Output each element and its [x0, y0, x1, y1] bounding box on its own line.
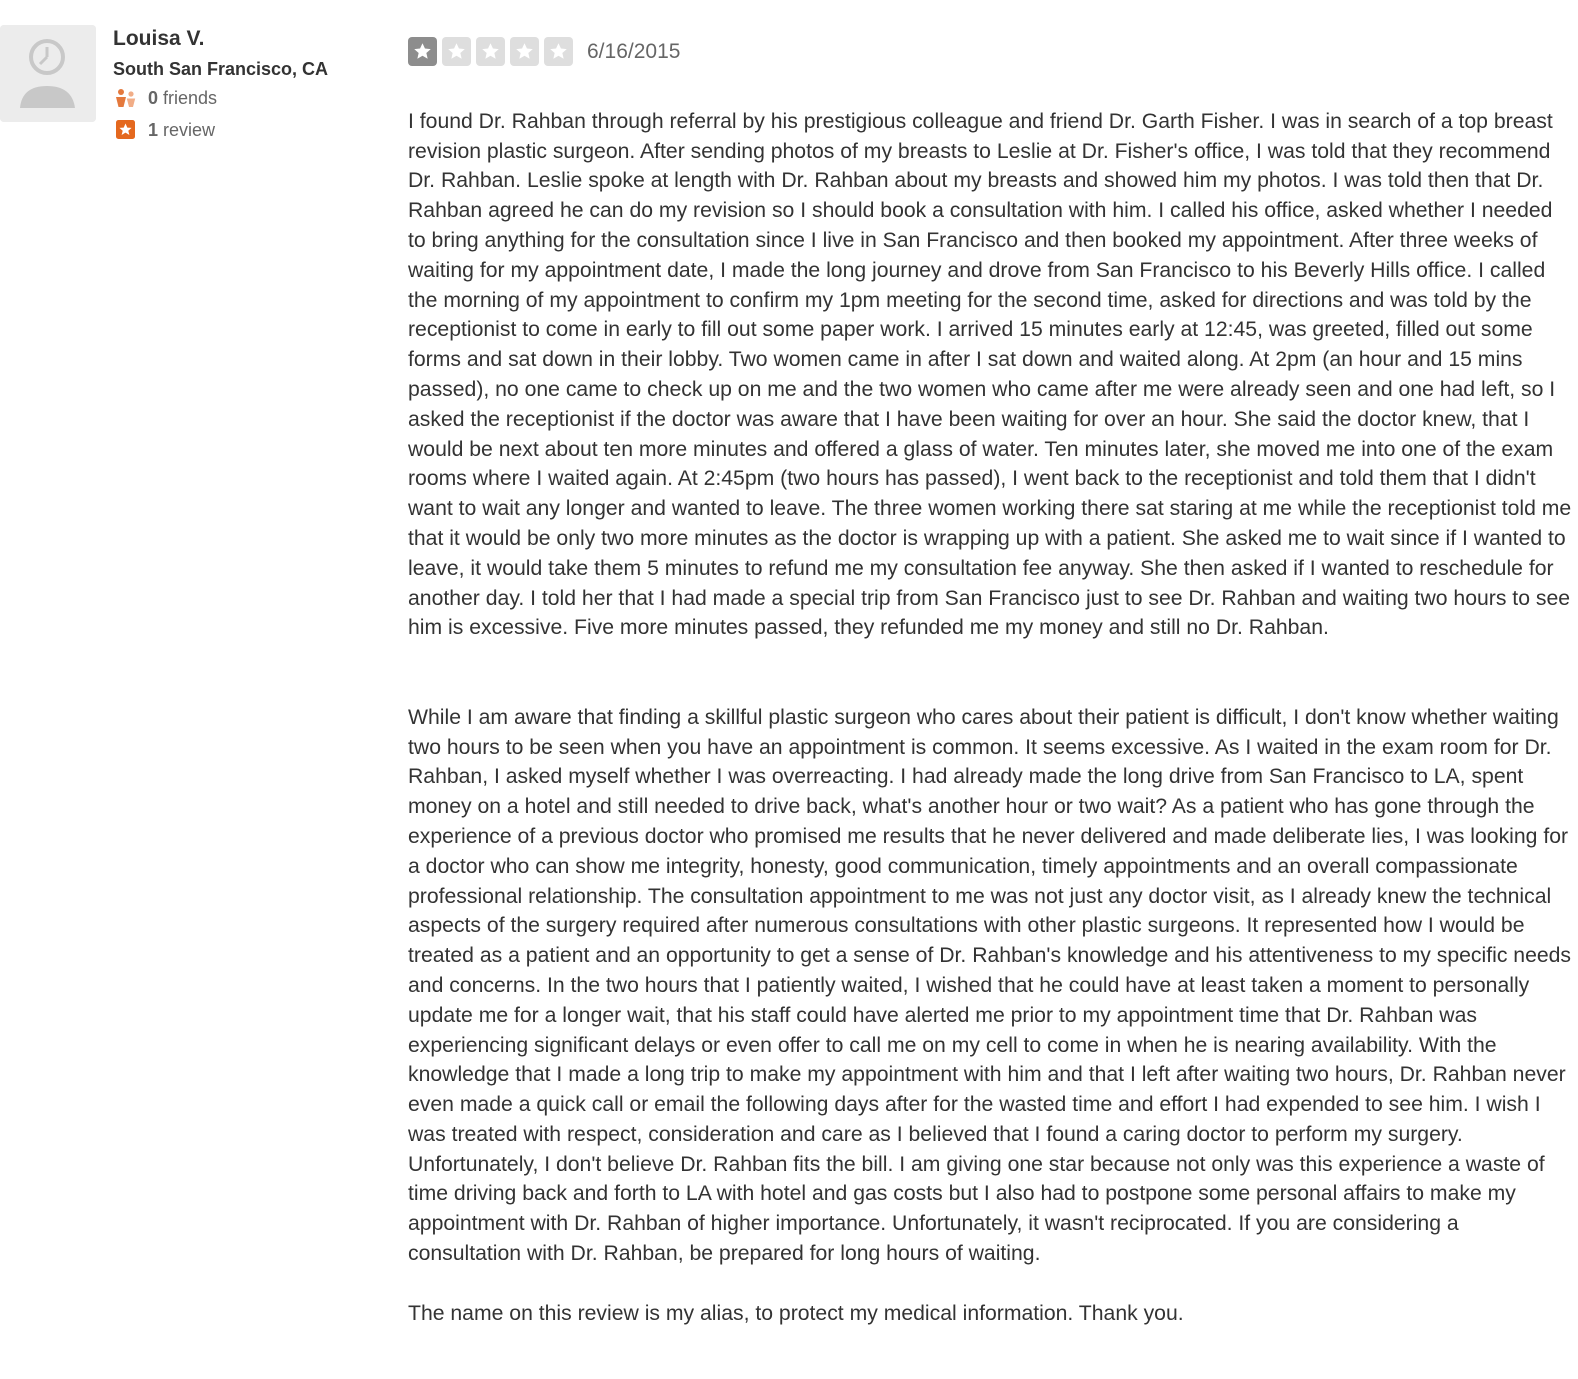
review-date: 6/16/2015 — [587, 40, 681, 63]
star-icon — [510, 37, 539, 66]
star-rating — [408, 37, 573, 66]
star-icon — [442, 37, 471, 66]
review-paragraph: The name on this review is my alias, to protect my medical information. Thank you. — [408, 1301, 1184, 1325]
default-avatar-icon — [0, 25, 96, 122]
review-star-icon — [114, 120, 139, 140]
friends-number: 0 — [148, 88, 159, 108]
review-paragraph: I found Dr. Rahban through referral by his prestigious colleague and friend Dr. Garth Fisher. I was in search of a top breast revision plastic surgeon. After sending photos of my breasts to Leslie at Dr. Fisher's office, I was told that they recommend Dr. Rahban. Leslie spoke at length with Dr. Rahban about my breasts and showed him my photos. I was told then that Dr. Rahban agreed he can do my revision so I should book a consultation with him. I called his office, asked whether I needed to bring anything for the consultation since I live in San Francisco and then booked my appointment. After three weeks of waiting for my appointment date, I made the long journey and drove from San Francisco to his Beverly Hills office. I called the morning of my appointment to confirm my 1pm meeting for the second time, asked for directions and was told by the receptionist to come in early to fill out some paper work. I arrived 15 minutes early at 12:45, was greeted, filled out some forms and sat down in their lobby. Two women came in after I sat down and waited along. At 2pm (an hour and 15 mins passed), no one came to check up on me and the two women who came after me were already seen and one had left, so I asked the receptionist if the doctor was aware that I have been waiting for over an hour. She said the doctor knew, that I would be next about ten more minutes and offered a glass of water. Ten minutes later, she moved me into one of the exam rooms where I waited again. At 2:45pm (two hours has passed), I went back to the receptionist and told them that I didn't want to wait any longer and wanted to leave. The three women working there sat staring at me while the receptionist told me that it would be only two more minutes as the doctor is wrapping up with a patient. She asked me to wait since if I wanted to leave, it would take them 5 minutes to refund me my consultation fee anyway. She then asked if I wanted to reschedule for another day. I told her that I had made a special trip from San Francisco just to see Dr. Rahban and waiting two hours to see him is excessive. Five more minutes passed, they refunded me my money and still no Dr. Rahban. — [408, 109, 1572, 640]
review-body — [408, 77, 1572, 1358]
review-paragraph: While I am aware that finding a skillful plastic surgeon who cares about their patient is difficult, I don't know whether waiting two hours to be seen when you have an appointment is common. It seems excessive. As I waited in the exam room for Dr. Rahban, I asked myself whether I was overreacting. I had already made the long drive from San Francisco to LA, spent money on a hotel and still needed to drive back, what's another hour or two wait? As a patient who has gone through the experience of a previous doctor who promised me results that he never delivered and made deliberate lies, I was looking for a doctor who can show me integrity, honesty, good communication, timely appointments and an overall compassionate professional relationship. The consultation appointment to me was not just any doctor visit, as I already knew the technical aspects of the surgery required after numerous consultations with other plastic surgeons. It represented how I would be treated as a patient and an opportunity to get a sense of Dr. Rahban's knowledge and his attentiveness to my specific needs and concerns. In the two hours that I patiently waited, I wished that he could have at least taken a moment to personally update me for a longer wait, that his staff could have alerted me prior to my appointment time that Dr. Rahban was experiencing significant delays or even offer to call me on my cell to come in when he is nearing availability. With the knowledge that I made a long trip to make my appointment with him and that I left after waiting two hours, Dr. Rahban never even made a quick call or email the following days after for the wasted time and effort I had expended to see him. I wish I was treated with respect, consideration and care as I believed that I found a caring doctor to perform my surgery. Unfortunately, I don't believe Dr. Rahban fits the bill. I am giving one star because not only was this experience a waste of time driving back and forth to LA with hotel and gas costs but I also had to postpone some personal affairs to make my appointment with Dr. Rahban of higher importance. Unfortunately, it wasn't reciprocated. If you are considering a consultation with Dr. Rahban, be prepared for long hours of waiting. — [408, 705, 1572, 1266]
user-name[interactable]: Louisa V. — [113, 27, 205, 50]
friends-count — [114, 87, 217, 109]
star-icon — [544, 37, 573, 66]
user-location: South San Francisco, CA — [113, 59, 329, 79]
reviews-label: review — [163, 120, 216, 140]
reviews-number: 1 — [148, 120, 159, 140]
friends-label: friends — [163, 88, 218, 108]
friends-icon — [114, 88, 139, 108]
star-icon — [476, 37, 505, 66]
avatar[interactable] — [0, 25, 96, 122]
star-icon — [408, 37, 437, 66]
reviews-count — [114, 119, 215, 141]
